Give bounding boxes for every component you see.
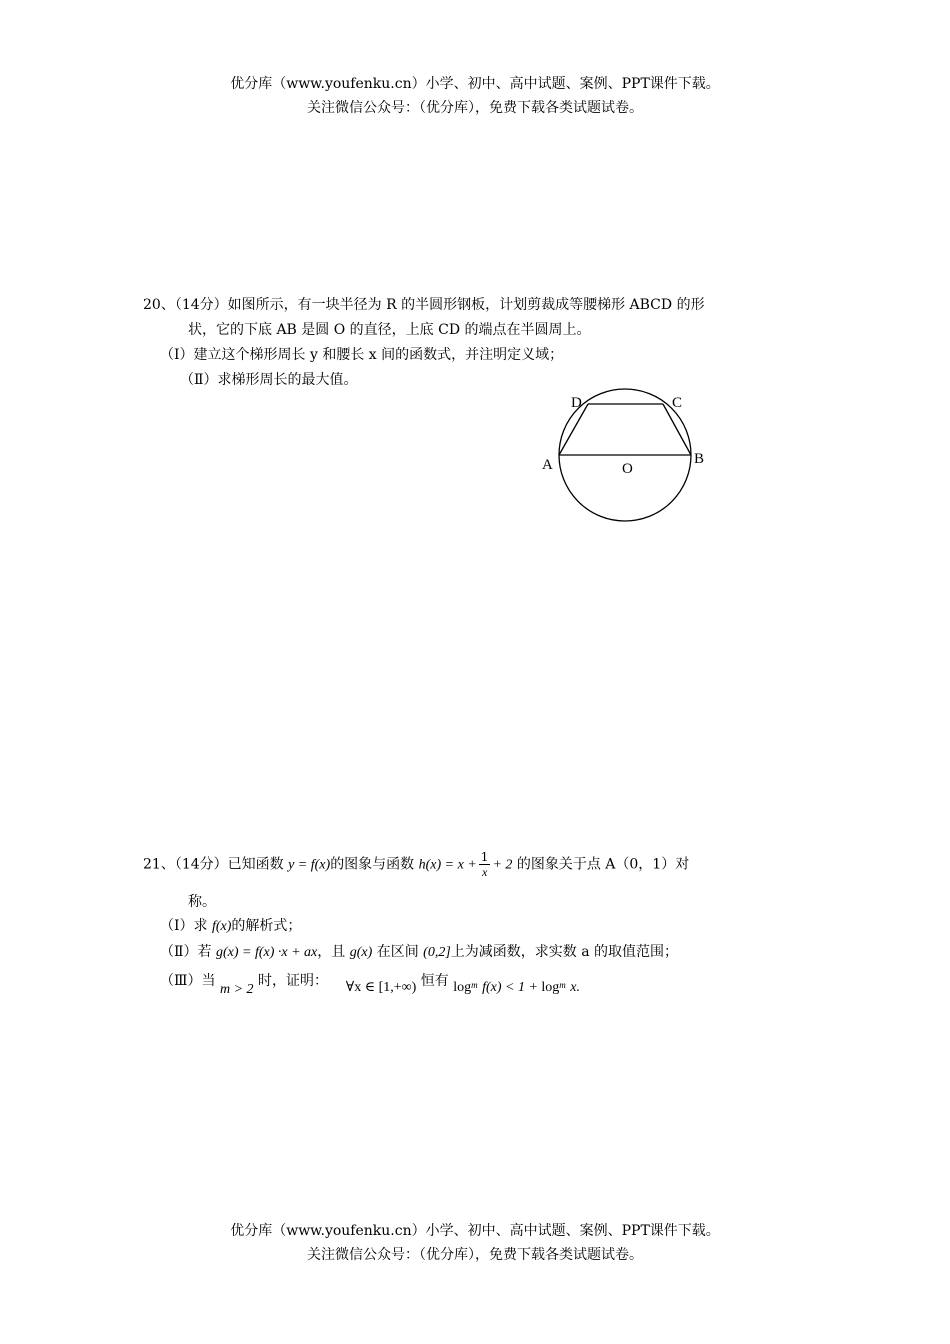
q20-part-2: （Ⅱ）求梯形周长的最大值。	[180, 372, 358, 388]
label-b: B	[694, 451, 705, 467]
leg-cb	[663, 404, 691, 455]
footer-line-1: 优分库（www.youfenku.cn）小学、初中、高中试题、案例、PPT课件下载。	[230, 1223, 720, 1239]
label-d: D	[571, 395, 582, 411]
q21-part-2: （Ⅱ）若 g(x) = f(x) ·x + ax，且 g(x) 在区间 (0,2]上为减函数，求实数 a 的取值范围；	[160, 944, 679, 960]
q21-part-3: （Ⅲ）当 m > 2 时，证明： ∀x ∈ [1,+∞) 恒有 $\log_m f(x) < 1 + \log_m x$.	[160, 973, 580, 997]
label-a: A	[542, 457, 553, 473]
q21-line-2: 称。	[188, 894, 216, 910]
q20-line-2: 状，它的下底 AB 是圆 O 的直径，上底 CD 的端点在半圆周上。	[188, 322, 591, 338]
q20-part-1: （Ⅰ）建立这个梯形周长 y 和腰长 x 间的函数式，并注明定义域；	[160, 347, 564, 363]
q21-part-1: （Ⅰ）求 f(x)的解析式；	[160, 918, 302, 934]
label-c: C	[672, 395, 683, 411]
header-line-2: 关注微信公众号：（优分库），免费下载各类试题试卷。	[307, 100, 643, 116]
leg-ad	[559, 404, 588, 455]
footer-line-2: 关注微信公众号：（优分库），免费下载各类试题试卷。	[307, 1247, 643, 1263]
fraction-1-over-x: $\frac{1}{x}$	[480, 850, 489, 879]
q20-line-1: 20、（14分）如图所示，有一块半径为 R 的半圆形钢板，计划剪裁成等腰梯形 ABCD 的形	[143, 297, 705, 313]
q20-figure	[530, 385, 720, 530]
label-o: O	[622, 461, 633, 477]
header-line-1: 优分库（www.youfenku.cn）小学、初中、高中试题、案例、PPT课件下载。	[230, 76, 720, 92]
q21-line-1: 21、（14分）已知函数 y = f(x)的图象与函数 h(x) = x + $\frac{1}{x}$ + 2 的图象关于点 A（0，1）对	[143, 850, 690, 879]
